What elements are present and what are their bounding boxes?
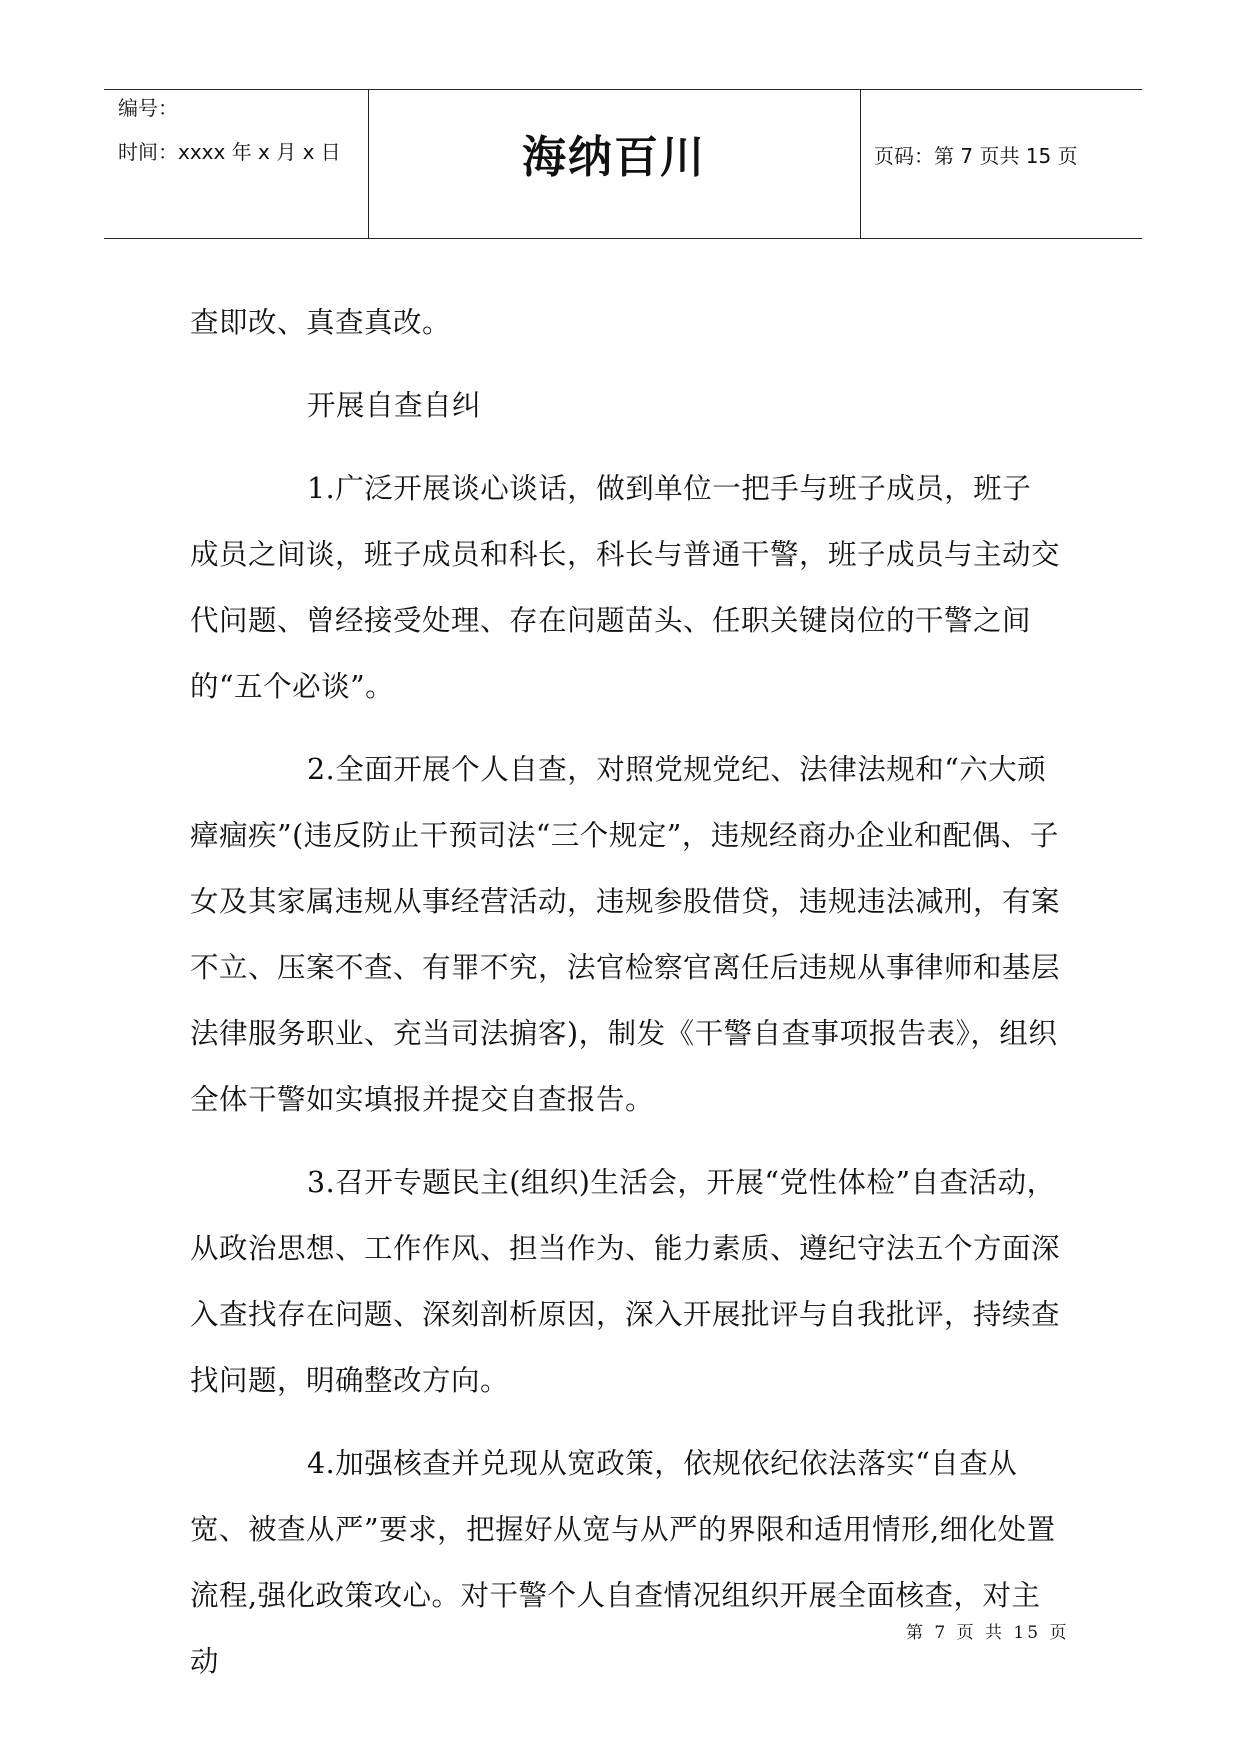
footer-page-number: 第 7 页 共 15 页 xyxy=(906,1623,1070,1643)
header-page-number: 页码：第 7 页共 15 页 xyxy=(874,144,1078,168)
paragraph-continuation: 查即改、真查真改。 xyxy=(190,306,452,339)
paragraph-item-4: 4.加强核查并兑现从宽政策，依规依纪依法落实“自查从宽、被查从严”要求，把握好从宽与从严的界限和适用情形,细化处置流程,强化政策攻心。对干警个人自查情况组织开展全面核查，对主动 xyxy=(190,1447,1056,1678)
header-title: 海纳百川 xyxy=(522,132,706,183)
document-header xyxy=(104,89,1142,239)
paragraph-item-3: 3.召开专题民主(组织)生活会，开展“党性体检”自查活动，从政治思想、工作作风、担当作为、能力素质、遵纪守法五个方面深入查找存在问题、深刻剖析原因，深入开展批评与自我批评，持续查找问题，明确整改方向。 xyxy=(190,1166,1061,1397)
document-number: 编号： xyxy=(118,96,178,120)
paragraph-item-2: 2.全面开展个人自查，对照党规党纪、法律法规和“六大顽瘴痼疾”(违反防止干预司法“三个规定”，违规经商办企业和配偶、子女及其家属违规从事经营活动，违规参股借贷，违规违法减刑，有案不立、压案不查、有罪不究，法官检察官离任后违规从事律师和基层法律服务职业、充当司法掮客)，制发《干警自查事项报告表》，组织全体干警如实填报并提交自查报告。 xyxy=(190,753,1061,1116)
paragraph-item-1: 1.广泛开展谈心谈话，做到单位一把手与班子成员，班子成员之间谈，班子成员和科长，科长与普通干警，班子成员与主动交代问题、曾经接受处理、存在问题苗头、任职关键岗位的干警之间的“五个必谈”。 xyxy=(190,472,1061,703)
document-body xyxy=(190,290,1060,1695)
document-time: 时间：xxxx 年 x 月 x 日 xyxy=(118,140,341,164)
header-divider-right xyxy=(860,90,861,238)
section-heading: 开展自查自纠 xyxy=(307,389,482,422)
